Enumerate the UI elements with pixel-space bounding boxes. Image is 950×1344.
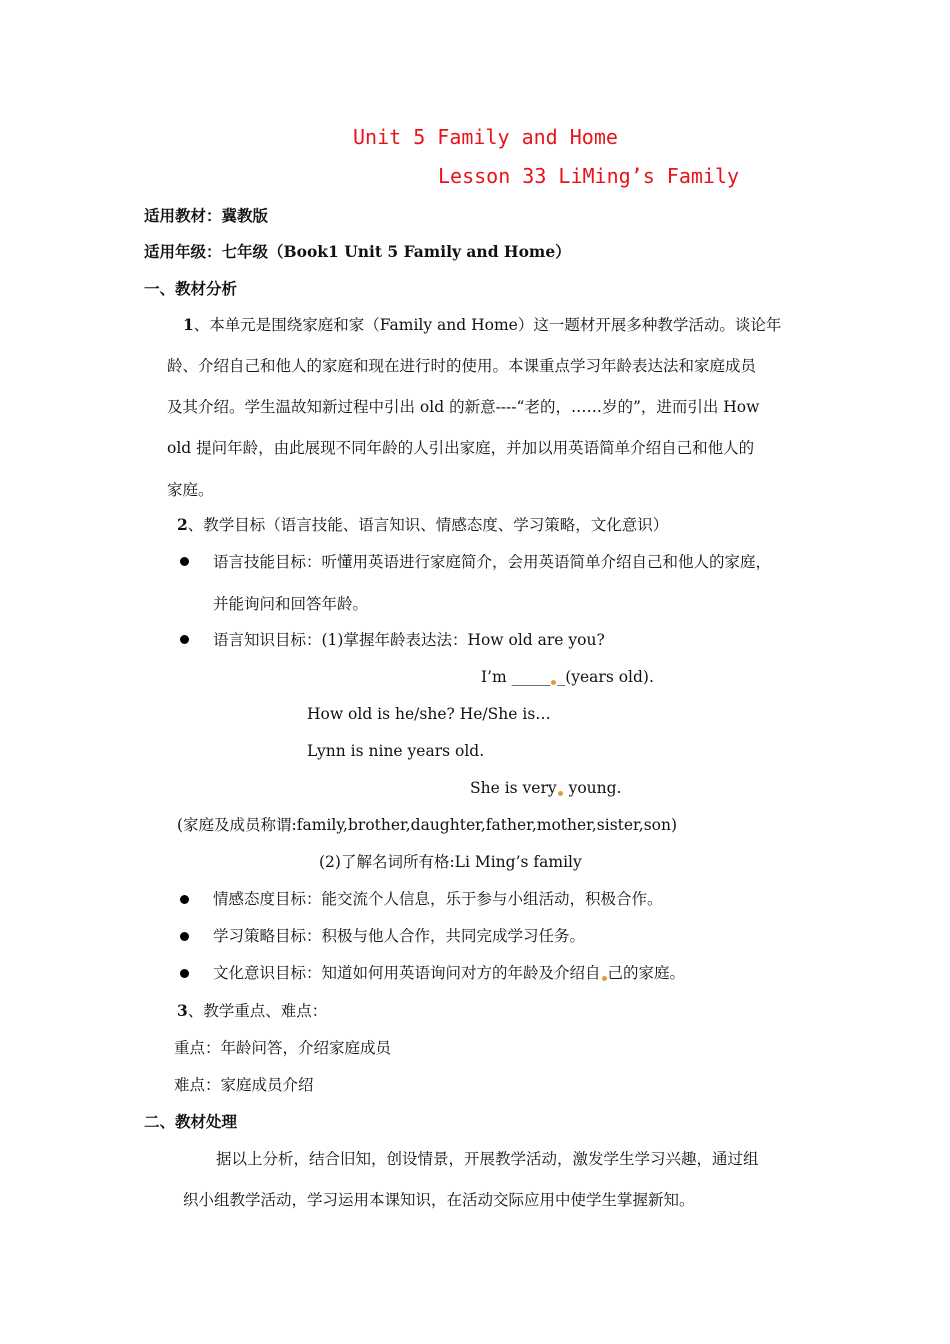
- para2-number: 2: [177, 515, 188, 534]
- example-how-old-he-she: How old is he/she? He/She is…: [307, 705, 551, 723]
- lesson-title: Lesson 33 LiMing’s Family: [438, 164, 740, 188]
- grade-line: 适用年级：七年级（Book1 Unit 5 Family and Home）: [144, 242, 571, 261]
- focus-line: 重点：年龄问答，介绍家庭成员: [174, 1039, 392, 1057]
- textbook-line: 适用教材：冀教版: [144, 206, 269, 225]
- possessive-line: (2)了解名词所有格:Li Ming’s family: [319, 853, 582, 871]
- bullet-icon: [180, 557, 189, 566]
- goal-culture-prefix: 文化意识目标：知道如何用英语询问对方的年龄及介绍自: [213, 964, 601, 982]
- para1-line2: 龄、介绍自己和他人的家庭和现在进行时的使用。本课重点学习年龄表达法和家庭成员: [167, 357, 757, 375]
- goal-culture: [213, 963, 685, 983]
- section2-heading: 二、教材处理: [144, 1112, 238, 1131]
- example-very-prefix: She is very: [470, 779, 557, 797]
- para2-line: [177, 515, 668, 535]
- para1-number: 1: [183, 315, 194, 334]
- para1-line1-text: 、本单元是围绕家庭和家（Family and Home）这一题材开展多种教学活动。谈论年: [193, 316, 782, 334]
- goal-culture-suffix: 己的家庭。: [607, 964, 686, 982]
- difficulty-line: 难点：家庭成员介绍: [174, 1076, 314, 1094]
- para3-number: 3: [177, 1001, 188, 1020]
- para3-text: 、教学重点、难点：: [187, 1002, 328, 1020]
- marker-dot-icon: [551, 680, 556, 685]
- para1-line4: old 提问年龄，由此展现不同年龄的人引出家庭，并加以用英语简单介绍自己和他人的: [167, 439, 755, 457]
- example-very-suffix: young.: [563, 779, 622, 797]
- para3-line: [177, 1001, 327, 1021]
- goal-skill-line2: 并能询问和回答年龄。: [213, 595, 369, 613]
- para1-line3: 及其介绍。学生温故知新过程中引出 old 的新意----“老的，……岁的”，进而引出 How: [167, 398, 760, 416]
- bullet-icon: [180, 932, 189, 941]
- goal-attitude: 情感态度目标：能交流个人信息，乐于参与小组活动，积极合作。: [213, 890, 663, 908]
- marker-dot-icon: [602, 976, 607, 981]
- bullet-icon: [180, 969, 189, 978]
- family-terms: (家庭及成员称谓:family,brother,daughter,father,mother,sister,son): [177, 816, 678, 834]
- example-im-years-old: [481, 667, 654, 687]
- section1-heading: 一、教材分析: [144, 279, 238, 298]
- bullet-icon: [180, 895, 189, 904]
- section2-line1: 据以上分析，结合旧知，创设情景，开展教学活动，激发学生学习兴趣，通过组: [216, 1150, 759, 1168]
- example-im-suffix: _(years old).: [557, 668, 654, 686]
- example-im-prefix: I’m _____: [481, 668, 551, 686]
- example-very-young: [470, 778, 621, 798]
- example-lynn: Lynn is nine years old.: [307, 742, 485, 760]
- marker-dot-icon: [558, 791, 563, 796]
- para2-text: 、教学目标（语言技能、语言知识、情感态度、学习策略，文化意识）: [187, 516, 669, 534]
- bullet-icon: [180, 635, 189, 644]
- para1-line5: 家庭。: [167, 481, 214, 499]
- goal-strategy: 学习策略目标：积极与他人合作，共同完成学习任务。: [213, 927, 586, 945]
- para1-line1: [183, 315, 781, 335]
- goal-knowledge: 语言知识目标：(1)掌握年龄表达法：How old are you?: [213, 631, 605, 649]
- unit-title: Unit 5 Family and Home: [353, 125, 618, 149]
- section2-line2: 织小组教学活动，学习运用本课知识，在活动交际应用中使学生掌握新知。: [183, 1191, 695, 1209]
- goal-skill-line1: 语言技能目标：听懂用英语进行家庭简介，会用英语简单介绍自己和他人的家庭，: [213, 553, 772, 571]
